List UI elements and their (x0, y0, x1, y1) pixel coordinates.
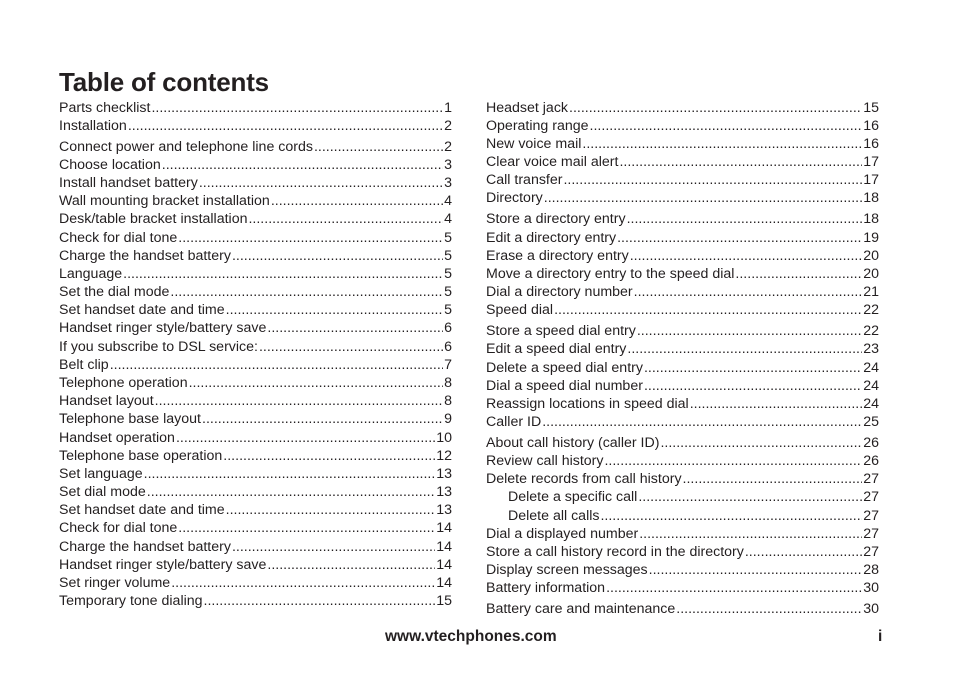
dot-leader (690, 395, 863, 413)
toc-entry[interactable] (59, 319, 452, 337)
toc-entry-label: Erase a directory entry (486, 248, 629, 264)
toc-entry[interactable] (486, 322, 879, 340)
toc-entry-page: 18 (863, 211, 879, 227)
toc-entry-label: Set language (59, 466, 143, 482)
toc-entry[interactable] (59, 592, 452, 610)
toc-entry-label: Set handset date and time (59, 302, 225, 318)
toc-entry-label: Wall mounting bracket installation (59, 193, 270, 209)
toc-entry-page: 27 (863, 544, 879, 560)
dot-leader (147, 483, 435, 501)
dot-leader (314, 138, 443, 156)
toc-entry[interactable] (59, 447, 452, 465)
dot-leader (563, 171, 862, 189)
toc-entry[interactable] (59, 574, 452, 592)
toc-entry-page: 22 (863, 323, 879, 339)
toc-entry-label: Reassign locations in speed dial (486, 396, 689, 412)
footer-url: www.vtechphones.com (385, 628, 557, 645)
toc-entry[interactable] (59, 465, 452, 483)
toc-entry[interactable] (486, 600, 879, 618)
dot-leader (199, 174, 443, 192)
dot-leader (123, 265, 443, 283)
toc-entry-page: 24 (863, 396, 879, 412)
toc-entry[interactable] (486, 507, 879, 525)
toc-entry[interactable] (59, 174, 452, 192)
toc-entry-page: 24 (863, 360, 879, 376)
toc-entry[interactable] (486, 189, 879, 207)
toc-entry[interactable] (59, 192, 452, 210)
dot-leader (582, 135, 862, 153)
toc-entry-page: 17 (863, 154, 879, 170)
toc-entry[interactable] (59, 374, 452, 392)
toc-entry[interactable] (486, 359, 879, 377)
toc-entry-page: 24 (863, 378, 879, 394)
toc-entry[interactable] (59, 229, 452, 247)
toc-entry[interactable] (59, 501, 452, 519)
toc-entry-page: 21 (863, 284, 879, 300)
dot-leader (644, 359, 862, 377)
toc-entry-label: Speed dial (486, 302, 554, 318)
toc-entry-page: 19 (863, 230, 879, 246)
dot-leader (569, 99, 862, 117)
dot-leader (178, 519, 435, 537)
toc-entry[interactable] (486, 283, 879, 301)
toc-entry-page: 26 (863, 453, 879, 469)
toc-entry[interactable] (486, 543, 879, 561)
toc-entry-label: Connect power and telephone line cords (59, 139, 313, 155)
toc-entry[interactable] (486, 99, 879, 117)
toc-entry[interactable] (486, 470, 879, 488)
toc-entry-page: 4 (444, 193, 452, 209)
toc-entry-label: Installation (59, 118, 127, 134)
toc-entry-label: Caller ID (486, 414, 542, 430)
toc-entry-page: 5 (444, 302, 452, 318)
toc-entry[interactable] (486, 171, 879, 189)
dot-leader (542, 413, 862, 431)
toc-entry-label: Battery care and maintenance (486, 601, 676, 617)
toc-entry[interactable] (486, 413, 879, 431)
toc-entry-label: Edit a speed dial entry (486, 341, 627, 357)
toc-entry-label: Store a directory entry (486, 211, 626, 227)
toc-entry-page: 15 (863, 100, 879, 116)
toc-entry[interactable] (59, 156, 452, 174)
toc-entry-label: Check for dial tone (59, 230, 178, 246)
dot-leader (606, 579, 862, 597)
toc-entry-label: Store a call history record in the directory (486, 544, 744, 560)
dot-leader (617, 229, 862, 247)
toc-entry-label: Telephone base layout (59, 411, 201, 427)
toc-entry[interactable] (486, 229, 879, 247)
dot-leader (189, 374, 444, 392)
toc-entry[interactable] (59, 117, 452, 135)
dot-leader (554, 301, 862, 319)
toc-entry-page: 30 (863, 601, 879, 617)
footer-page-number: i (878, 628, 883, 645)
toc-entry[interactable] (486, 301, 879, 319)
toc-entry-label: Choose location (59, 157, 161, 173)
dot-leader (223, 447, 435, 465)
toc-entry-label: Review call history (486, 453, 604, 469)
toc-entry-label: Store a speed dial entry (486, 323, 636, 339)
toc-entry-page: 4 (444, 211, 452, 227)
dot-leader (639, 525, 862, 543)
dot-leader (232, 538, 435, 556)
dot-leader (630, 247, 862, 265)
toc-entry-page: 26 (863, 435, 879, 451)
dot-leader (637, 322, 862, 340)
toc-entry[interactable] (59, 99, 452, 117)
toc-entry-page: 2 (444, 118, 452, 134)
toc-entry[interactable] (59, 301, 452, 319)
toc-entry-page: 17 (863, 172, 879, 188)
toc-entry-label: Display screen messages (486, 562, 648, 578)
toc-entry[interactable] (486, 135, 879, 153)
toc-entry[interactable] (486, 395, 879, 413)
toc-entry-label: Set the dial mode (59, 284, 170, 300)
dot-leader (676, 600, 862, 618)
toc-entry[interactable] (59, 247, 452, 265)
toc-entry-label: Telephone operation (59, 375, 188, 391)
dot-leader (267, 556, 435, 574)
toc-entry-label: Charge the handset battery (59, 248, 231, 264)
toc-entry-label: Call transfer (486, 172, 563, 188)
dot-leader (590, 117, 863, 135)
toc-entry-label: Language (59, 266, 123, 282)
toc-entry-page: 2 (444, 139, 452, 155)
toc-entry[interactable] (486, 377, 879, 395)
dot-leader (644, 377, 862, 395)
toc-entry-label: Handset ringer style/battery save (59, 320, 267, 336)
toc-entry-label: Set ringer volume (59, 575, 171, 591)
toc-entry-page: 5 (444, 266, 452, 282)
toc-entry-page: 14 (436, 557, 452, 573)
toc-entry[interactable] (486, 488, 879, 506)
toc-entry-label: Desk/table bracket installation (59, 211, 248, 227)
toc-entry-page: 8 (444, 393, 452, 409)
toc-entry[interactable] (59, 392, 452, 410)
dot-leader (259, 338, 443, 356)
dot-leader (604, 452, 862, 470)
dot-leader (144, 465, 436, 483)
toc-entry[interactable] (486, 265, 879, 283)
toc-entry[interactable] (486, 452, 879, 470)
dot-leader (649, 561, 863, 579)
toc-entry-label: Handset layout (59, 393, 154, 409)
toc-entry-label: Edit a directory entry (486, 230, 617, 246)
dot-leader (162, 156, 443, 174)
toc-entry[interactable] (59, 538, 452, 556)
dot-leader (271, 192, 443, 210)
toc-entry-page: 18 (863, 190, 879, 206)
toc-entry-label: Parts checklist (59, 100, 151, 116)
toc-entry-label: Telephone base operation (59, 448, 223, 464)
toc-entry-page: 22 (863, 302, 879, 318)
dot-leader (248, 210, 443, 228)
dot-leader (619, 153, 862, 171)
toc-entry-label: Belt clip (59, 357, 109, 373)
toc-entry-page: 27 (863, 526, 879, 542)
toc-entry-page: 16 (863, 136, 879, 152)
toc-entry-label: Dial a displayed number (486, 526, 639, 542)
dot-leader (660, 434, 862, 452)
toc-entry-page: 5 (444, 230, 452, 246)
toc-entry[interactable] (59, 283, 452, 301)
toc-entry-page: 5 (444, 248, 452, 264)
toc-entry-page: 12 (436, 448, 452, 464)
toc-entry[interactable] (486, 525, 879, 543)
toc-entry-page: 23 (863, 341, 879, 357)
toc-entry[interactable] (59, 210, 452, 228)
toc-entry-page: 6 (444, 320, 452, 336)
toc-entry[interactable] (486, 210, 879, 228)
toc-entry[interactable] (59, 429, 452, 447)
dot-leader (128, 117, 443, 135)
toc-entry-label: Dial a directory number (486, 284, 633, 300)
toc-entry-label: Move a directory entry to the speed dial (486, 266, 735, 282)
toc-entry-label: Delete records from call history (486, 471, 682, 487)
dot-leader (735, 265, 862, 283)
dot-leader (151, 99, 443, 117)
toc-entry[interactable] (486, 434, 879, 452)
toc-entry[interactable] (486, 117, 879, 135)
toc-entry-page: 3 (444, 175, 452, 191)
page-title: Table of contents (59, 67, 269, 97)
toc-entry-page: 9 (444, 411, 452, 427)
toc-entry-page: 13 (436, 502, 452, 518)
toc-entry-page: 25 (863, 414, 879, 430)
toc-entry[interactable] (486, 153, 879, 171)
toc-entry-label: Headset jack (486, 100, 569, 116)
dot-leader (683, 470, 863, 488)
toc-entry[interactable] (486, 561, 879, 579)
toc-entry-label: If you subscribe to DSL service: (59, 339, 258, 355)
dot-leader (176, 429, 435, 447)
toc-entry-label: Directory (486, 190, 543, 206)
toc-entry-label: Delete a specific call (508, 489, 638, 505)
toc-entry-page: 3 (444, 157, 452, 173)
toc-entry-page: 1 (444, 100, 452, 116)
toc-entry-page: 28 (863, 562, 879, 578)
toc-entry-label: Clear voice mail alert (486, 154, 619, 170)
dot-leader (226, 301, 443, 319)
toc-entry-label: Handset ringer style/battery save (59, 557, 267, 573)
dot-leader (178, 229, 443, 247)
dot-leader (544, 189, 862, 207)
toc-entry-label: Delete a speed dial entry (486, 360, 643, 376)
toc-entry-page: 15 (436, 593, 452, 609)
dot-leader (202, 410, 443, 428)
toc-entry-page: 27 (863, 489, 879, 505)
toc-entry-page: 20 (863, 266, 879, 282)
toc-entry-page: 27 (863, 508, 879, 524)
toc-entry-label: Install handset battery (59, 175, 198, 191)
toc-entry[interactable] (486, 340, 879, 358)
toc-entry-page: 10 (436, 430, 452, 446)
dot-leader (638, 488, 862, 506)
toc-entry[interactable] (59, 483, 452, 501)
toc-entry-label: Charge the handset battery (59, 539, 231, 555)
toc-entry-page: 6 (444, 339, 452, 355)
toc-entry-page: 8 (444, 375, 452, 391)
dot-leader (745, 543, 862, 561)
toc-entry-label: About call history (caller ID) (486, 435, 660, 451)
dot-leader (232, 247, 443, 265)
toc-entry-label: Check for dial tone (59, 520, 178, 536)
toc-entry[interactable] (59, 519, 452, 537)
dot-leader (204, 592, 436, 610)
toc-entry-page: 20 (863, 248, 879, 264)
dot-leader (110, 356, 443, 374)
toc-entry[interactable] (59, 410, 452, 428)
toc-entry-label: Set handset date and time (59, 502, 225, 518)
toc-entry-page: 16 (863, 118, 879, 134)
dot-leader (627, 340, 862, 358)
dot-leader (171, 574, 435, 592)
toc-entry-page: 30 (863, 580, 879, 596)
toc-entry-label: Temporary tone dialing (59, 593, 203, 609)
toc-entry[interactable] (59, 265, 452, 283)
toc-entry-label: New voice mail (486, 136, 582, 152)
toc-entry-page: 13 (436, 484, 452, 500)
toc-entry-page: 14 (436, 539, 452, 555)
toc-entry[interactable] (486, 247, 879, 265)
toc-entry-page: 14 (436, 520, 452, 536)
toc-entry-page: 7 (444, 357, 452, 373)
toc-entry-page: 13 (436, 466, 452, 482)
toc-entry[interactable] (486, 579, 879, 597)
toc-entry-label: Dial a speed dial number (486, 378, 643, 394)
toc-entry[interactable] (59, 338, 452, 356)
toc-entry-page: 14 (436, 575, 452, 591)
toc-entry-page: 27 (863, 471, 879, 487)
dot-leader (155, 392, 443, 410)
toc-entry-label: Set dial mode (59, 484, 146, 500)
dot-leader (267, 319, 443, 337)
toc-entry[interactable] (59, 138, 452, 156)
toc-entry-label: Delete all calls (508, 508, 600, 524)
toc-entry[interactable] (59, 556, 452, 574)
dot-leader (600, 507, 862, 525)
toc-entry[interactable] (59, 356, 452, 374)
toc-entry-label: Battery information (486, 580, 606, 596)
toc-entry-page: 5 (444, 284, 452, 300)
toc-entry-label: Operating range (486, 118, 589, 134)
toc-entry-label: Handset operation (59, 430, 175, 446)
dot-leader (627, 210, 863, 228)
dot-leader (226, 501, 436, 519)
dot-leader (634, 283, 863, 301)
dot-leader (170, 283, 443, 301)
